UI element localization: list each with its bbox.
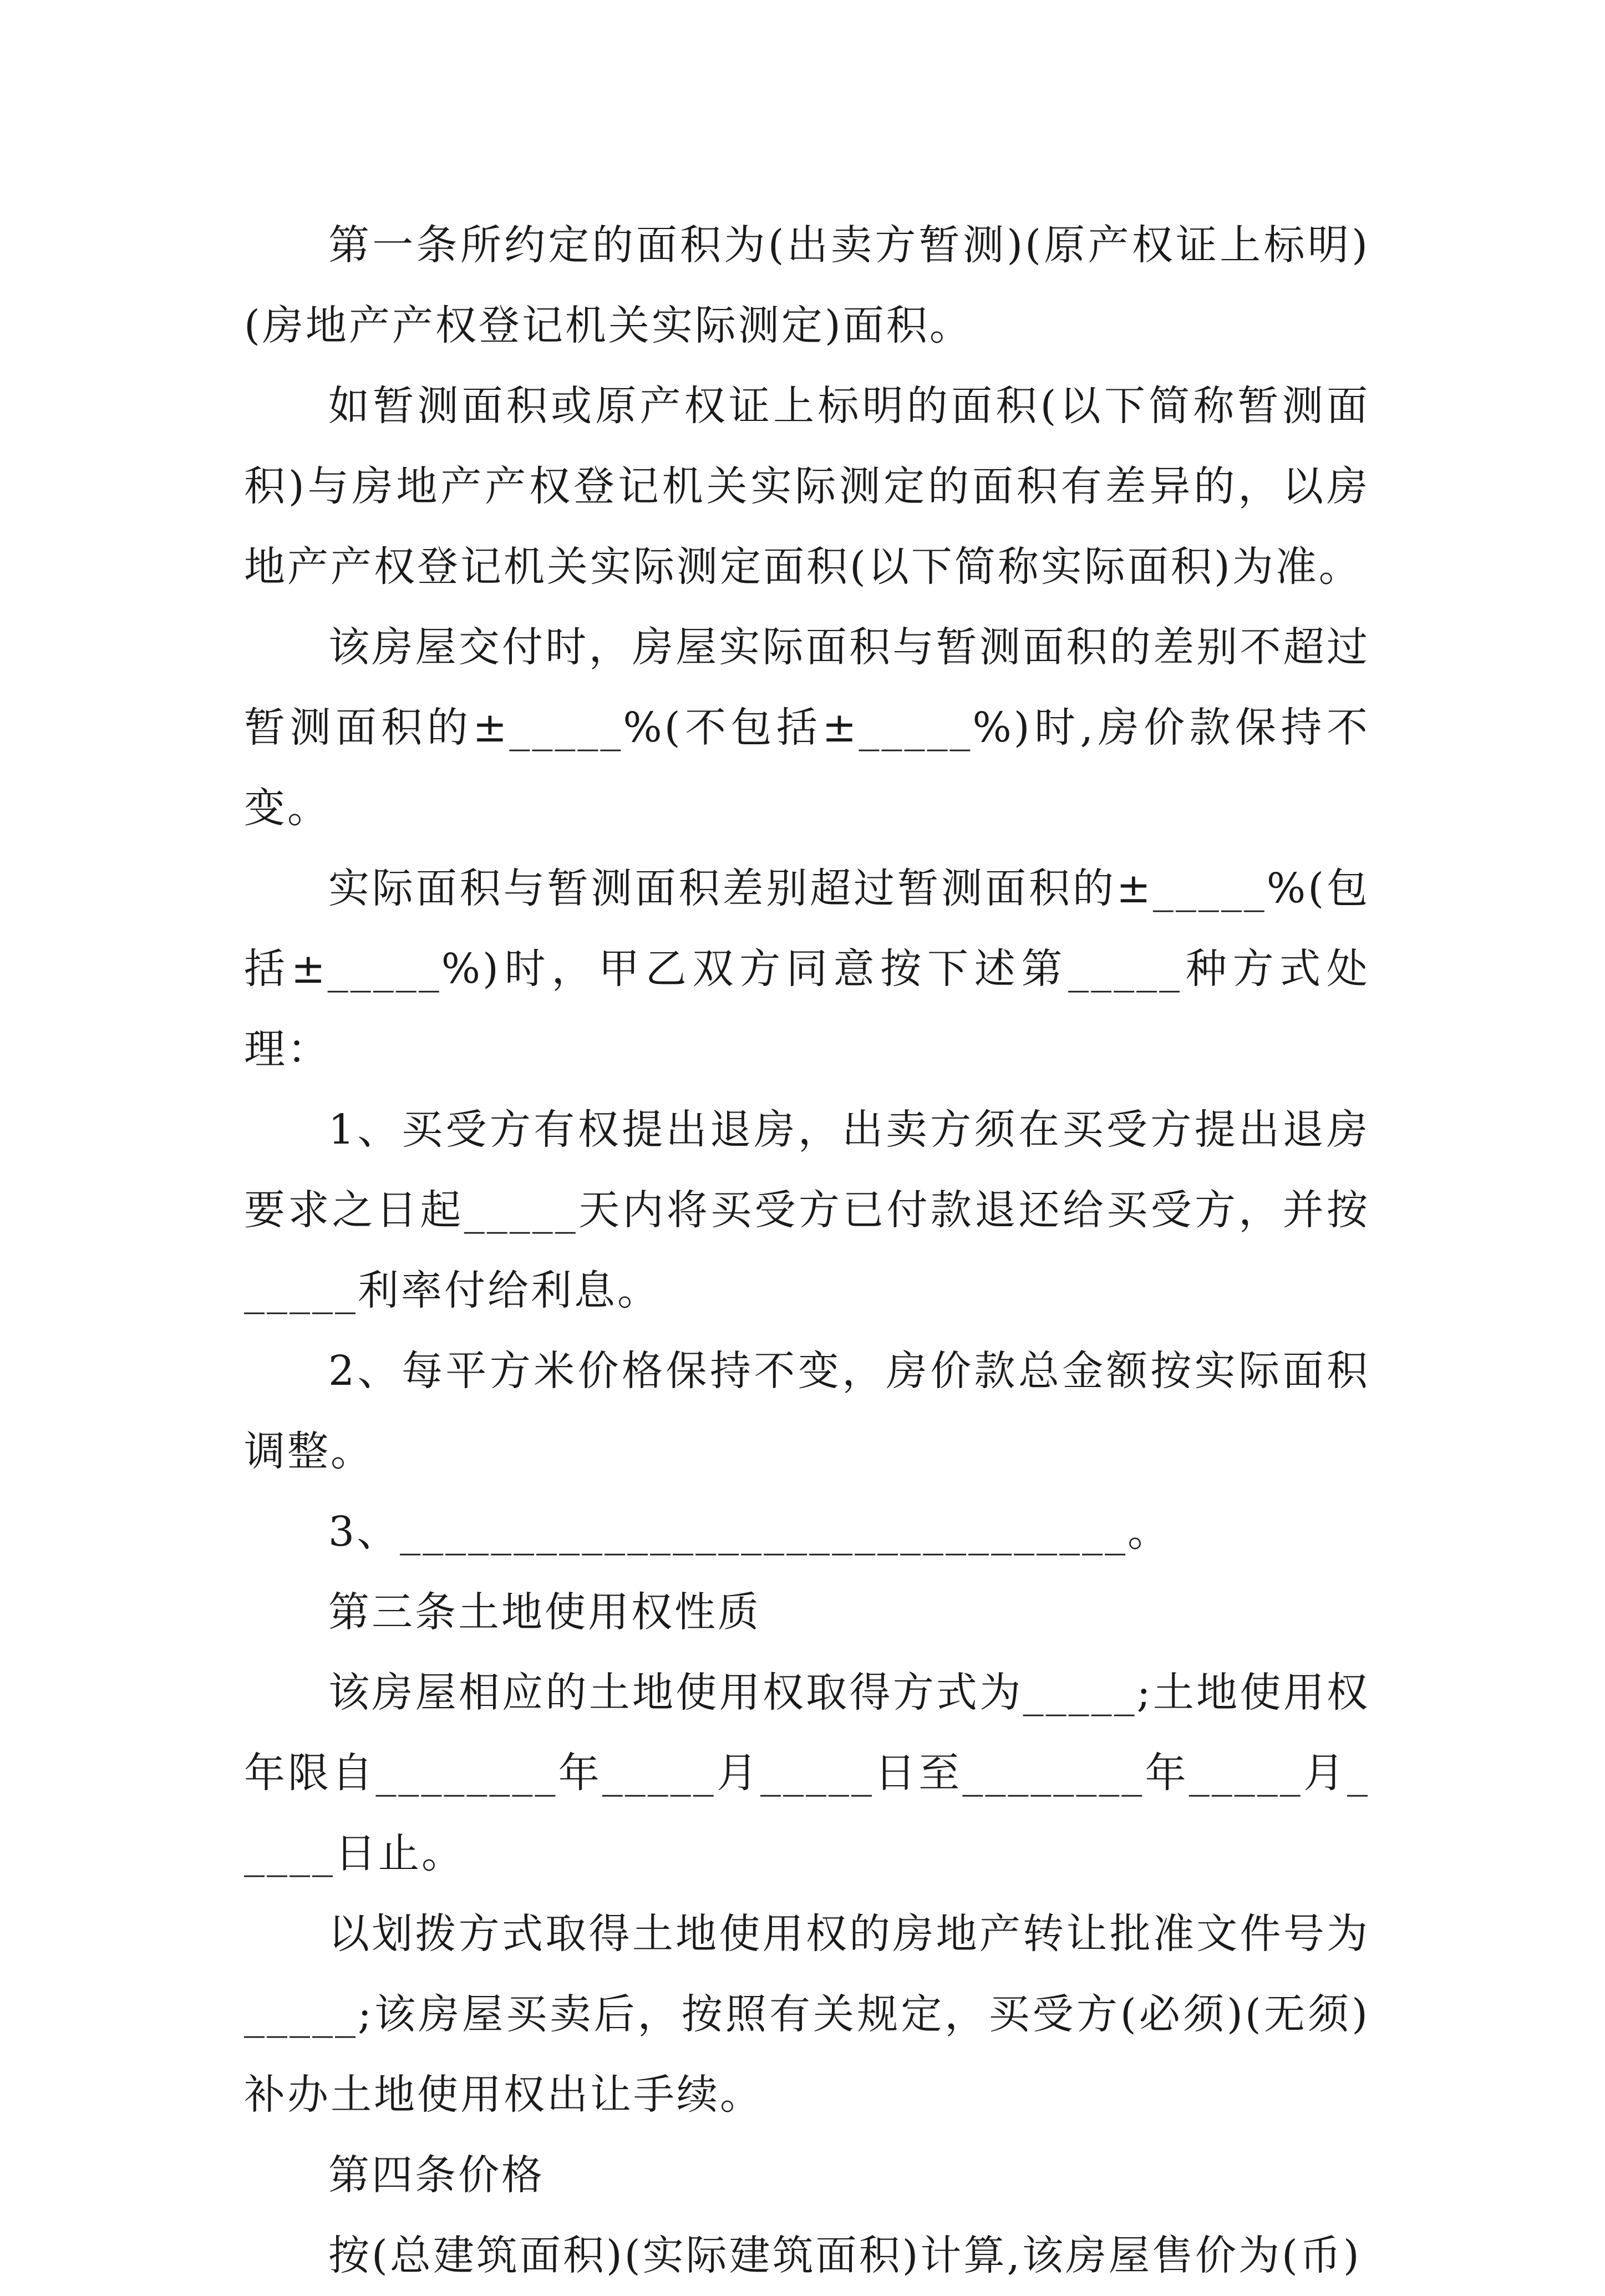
paragraph-price: 按(总建筑面积)(实际建筑面积)计算,该房屋售价为(币) xyxy=(328,2232,1362,2279)
document-body xyxy=(244,205,1370,2296)
paragraph-option-1: 1、买受方有权提出退房，出卖方须在买受方提出退房要求之日起_____天内将买受方已付款退还给买受方，并按_____利率付给利息。 xyxy=(244,1106,1370,1314)
paragraph-option-3: 3、________________________________。 xyxy=(328,1508,1171,1556)
heading-article-4: 第四条价格 xyxy=(328,2151,545,2199)
paragraph-option-2: 2、每平方米价格保持不变，房价款总金额按实际面积调整。 xyxy=(244,1347,1370,1475)
paragraph-delivery-tolerance: 该房屋交付时，房屋实际面积与暂测面积的差别不超过暂测面积的±_____%(不包括±_____%)时,房价款保持不变。 xyxy=(244,623,1370,832)
paragraph-excess-handling: 实际面积与暂测面积差别超过暂测面积的±_____%(包括±_____%)时，甲乙双方同意按下述第_____种方式处理： xyxy=(244,865,1370,1073)
paragraph-allocation-approval: 以划拨方式取得土地使用权的房地产转让批准文件号为_____;该房屋买卖后，按照有关规定，买受方(必须)(无须)补办土地使用权出让手续。 xyxy=(244,1910,1370,2119)
paragraph-land-use-term: 该房屋相应的土地使用权取得方式为_____;土地使用权年限自________年_____月_____日至________年_____月_____日止。 xyxy=(244,1669,1370,1877)
paragraph-area-definition: 第一条所约定的面积为(出卖方暂测)(原产权证上标明)(房地产产权登记机关实际测定)面积。 xyxy=(244,221,1370,349)
paragraph-area-difference: 如暂测面积或原产权证上标明的面积(以下简称暂测面积)与房地产产权登记机关实际测定的面积有差异的，以房地产产权登记机关实际测定面积(以下简称实际面积)为准。 xyxy=(244,382,1370,591)
heading-article-3: 第三条土地使用权性质 xyxy=(328,1588,761,1636)
